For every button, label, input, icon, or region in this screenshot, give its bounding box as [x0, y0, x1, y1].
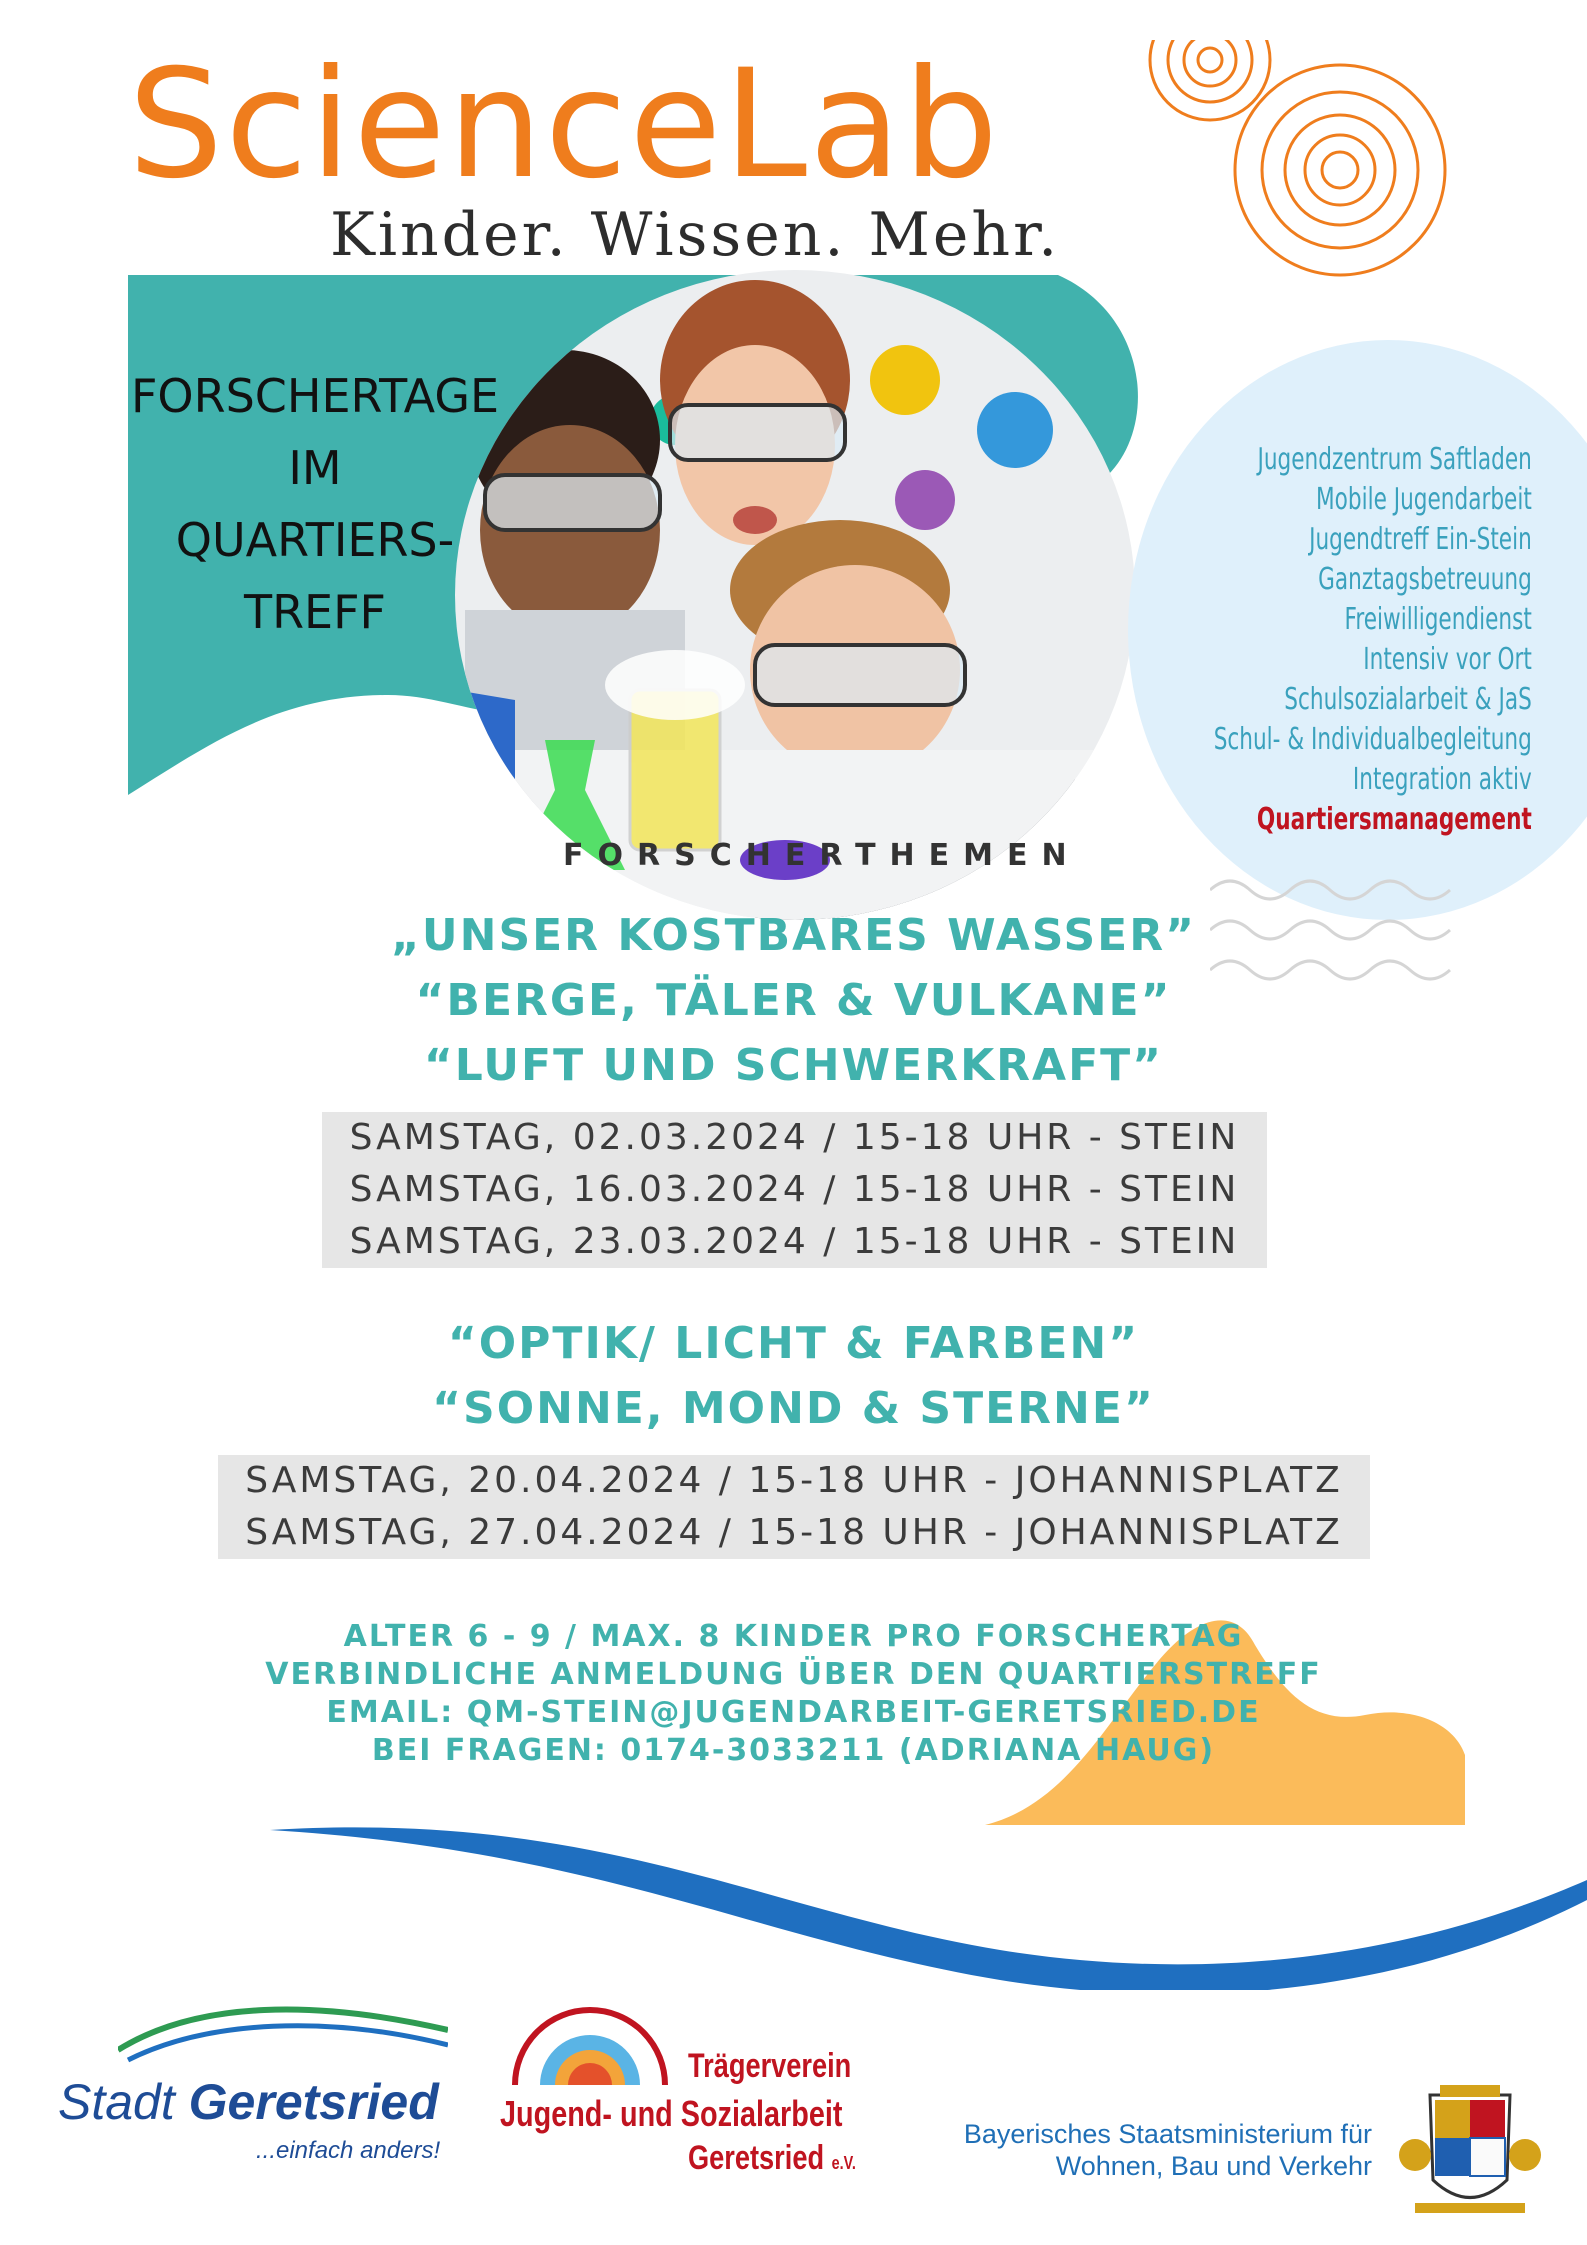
partner-item-highlight: Quartiersmanagement	[1257, 802, 1532, 837]
info-line: EMAIL: QM-STEIN@JUGENDARBEIT-GERETSRIED.DE	[326, 1695, 1261, 1730]
info-block	[0, 1618, 1587, 1770]
concentric-circles-icon	[1105, 40, 1465, 280]
date-entry: SAMSTAG, 27.04.2024 / 15-18 UHR - JOHANNISPLATZ	[245, 1512, 1343, 1553]
partner-item: Jugendzentrum Saftladen	[1257, 442, 1532, 477]
partner-item: Jugendtreff Ein-Stein	[1309, 522, 1532, 557]
topic-title: “OPTIK/ LICHT & FARBEN”	[447, 1318, 1140, 1369]
info-line: BEI FRAGEN: 0174-3033211 (ADRIANA HAUG)	[371, 1733, 1216, 1768]
themes-label: FORSCHERTHEMEN	[563, 838, 1081, 873]
topic-title: “SONNE, MOND & STERNE”	[432, 1383, 1155, 1434]
geretsried-slogan: ...einfach anders!	[256, 2137, 441, 2164]
traegerverein-logo	[500, 2005, 890, 2185]
partner-item: Schulsozialarbeit & JaS	[1284, 682, 1532, 717]
partner-item: Mobile Jugendarbeit	[1316, 482, 1532, 517]
dates-box-1	[322, 1112, 1267, 1268]
intro-title-line: TREFF	[243, 585, 387, 639]
intro-title	[125, 360, 505, 648]
partner-item: Freiwilligendienst	[1344, 602, 1532, 637]
bavarian-crest-icon	[1395, 2085, 1545, 2225]
info-line: ALTER 6 - 9 / MAX. 8 KINDER PRO FORSCHERTAG	[343, 1619, 1244, 1654]
sciencelab-logo-title: ScienceLab	[128, 38, 1001, 212]
dates-box-2	[218, 1455, 1370, 1559]
blue-swoosh-shape	[0, 1820, 1587, 1990]
partner-item: Schul- & Individualbegleitung	[1213, 722, 1532, 757]
partners-list	[1214, 440, 1532, 840]
geretsried-stadt: Stadt	[58, 2074, 175, 2130]
intro-title-line: IM	[288, 441, 342, 495]
topic-title: „UNSER KOSTBARES WASSER”	[390, 910, 1197, 961]
partner-item: Integration aktiv	[1353, 762, 1532, 797]
traeger-line2: Jugend- und Sozialarbeit	[500, 2093, 843, 2134]
date-entry: SAMSTAG, 02.03.2024 / 15-18 UHR - STEIN	[349, 1117, 1240, 1158]
children-experiment-photo	[455, 270, 1135, 920]
rainbow-logo-icon	[510, 2005, 670, 2085]
date-entry: SAMSTAG, 23.03.2024 / 15-18 UHR - STEIN	[349, 1221, 1240, 1262]
ministry-line: Wohnen, Bau und Verkehr	[1055, 2151, 1372, 2181]
ministry-name	[932, 2118, 1372, 2182]
date-entry: SAMSTAG, 16.03.2024 / 15-18 UHR - STEIN	[349, 1169, 1240, 1210]
intro-title-line: QUARTIERS-	[175, 513, 455, 567]
geretsried-name: Geretsried	[188, 2074, 439, 2130]
info-line: VERBINDLICHE ANMELDUNG ÜBER DEN QUARTIERSTREFF	[265, 1657, 1322, 1692]
traeger-suffix: e.V.	[831, 2153, 856, 2173]
sciencelab-tagline: Kinder. Wissen. Mehr.	[330, 200, 1061, 270]
topic-title: “LUFT UND SCHWERKRAFT”	[423, 1040, 1164, 1091]
geretsried-swoosh-icon	[118, 2005, 448, 2065]
ministry-line: Bayerisches Staatsministerium für	[963, 2119, 1372, 2149]
topic-title: “BERGE, TÄLER & VULKANE”	[415, 975, 1172, 1026]
traeger-line3: Geretsried	[688, 2139, 825, 2177]
traeger-line1: Trägerverein	[688, 2047, 852, 2085]
date-entry: SAMSTAG, 20.04.2024 / 15-18 UHR - JOHANNISPLATZ	[245, 1460, 1343, 1501]
partner-item: Ganztagsbetreuung	[1318, 562, 1532, 597]
partner-item: Intensiv vor Ort	[1363, 642, 1532, 677]
stadt-geretsried-logo	[58, 2005, 478, 2170]
intro-title-line: FORSCHERTAGE	[130, 369, 500, 423]
